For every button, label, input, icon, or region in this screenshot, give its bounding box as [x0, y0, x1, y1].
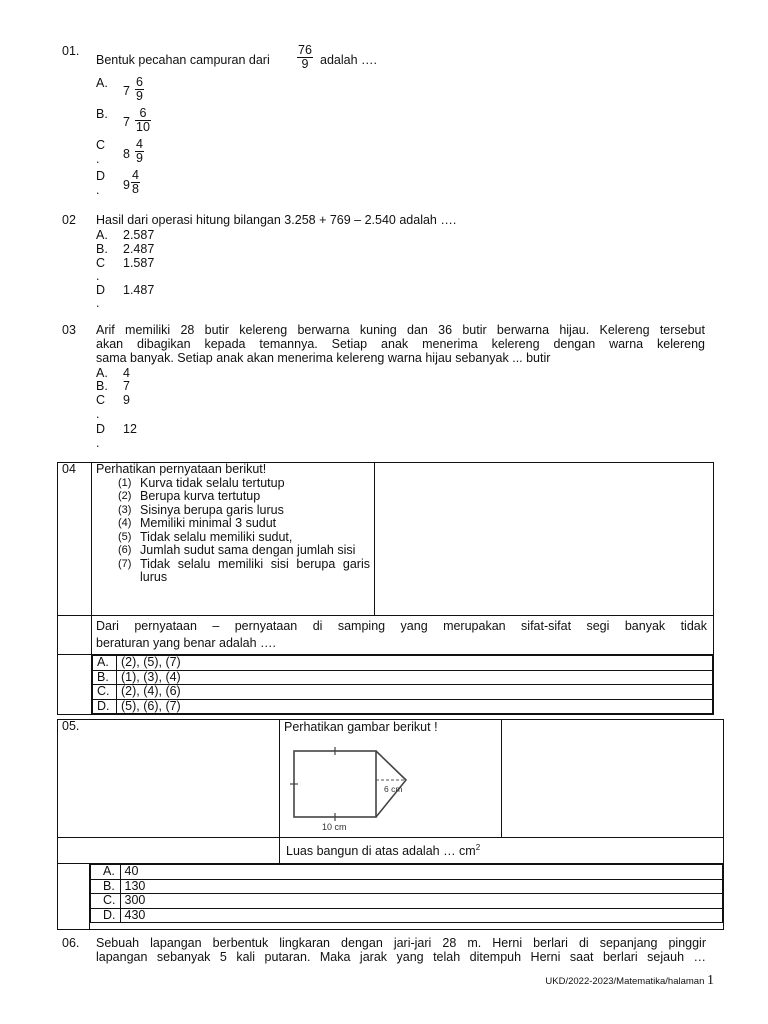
option-label: A. — [96, 228, 108, 242]
table-row: D. 430 — [91, 908, 723, 923]
question-text: Luas bangun di atas adalah … $cm^2$ — [280, 838, 724, 864]
question-text: Bentuk pecahan campuran dari — [96, 53, 270, 67]
table-row: B. (1), (3), (4) — [93, 670, 713, 685]
option-label: A. — [96, 76, 108, 90]
question-number: 02 — [62, 213, 76, 227]
option-label-dot: . — [96, 269, 100, 283]
question-text: Arif memiliki 28 butir kelereng berwarna kuning dan 36 butir berwarna hijau. Kelereng tersebut akan dibagikan kepada temannya. Setiap anak menerima kelereng dengan warna kelereng sama banyak. Setiap anak akan menerima kelereng warna hijau sebanyak ... butir — [96, 323, 705, 365]
mixed-fraction: $\frac{6}{10}$ — [136, 106, 150, 134]
option-label: C — [96, 393, 106, 407]
table-row: A. (2), (5), (7) — [93, 656, 713, 671]
empty-cell — [58, 838, 280, 864]
empty-cell — [58, 655, 92, 715]
label-width: 10 cm — [322, 821, 347, 832]
option-label-dot: . — [96, 407, 100, 421]
option-value: 12 — [123, 422, 137, 436]
option-value: 1.587 — [123, 256, 155, 270]
list-item: (7) Tidak selalu memiliki sisi berupa garis lurus — [118, 556, 370, 584]
option-label-dot: . — [96, 296, 100, 310]
option-value: 2.587 — [123, 228, 155, 242]
question-4-table — [57, 462, 714, 715]
page-footer: UKD/2022-2023/Matematika/halaman 1 — [545, 973, 714, 988]
question-text: Sebuah lapangan berbentuk lingkaran dengan jari-jari 28 m. Herni berlari di sepanjang pinggir lapangan sebanyak 5 kali putaran. Maka jarak yang telah ditempuh Herni saat berlari sejauh … — [96, 936, 706, 964]
option-label-dot: . — [96, 152, 100, 166]
empty-cell — [58, 616, 92, 655]
question-number: 03 — [62, 323, 76, 337]
list-item: (5) Tidak selalu memiliki sudut, — [118, 529, 293, 544]
list-item: (6) Jumlah sudut sama dengan jumlah sisi — [118, 543, 356, 557]
question-intro: Perhatikan pernyataan berikut! — [96, 462, 267, 476]
question-number: 04 — [58, 463, 92, 616]
option-label: C — [96, 256, 106, 270]
list-item: (1) Kurva tidak selalu tertutup — [118, 475, 285, 490]
question-text: Dari pernyataan – pernyataan di samping yang merupakan sifat-sifat segi banyak tidak beraturan yang benar adalah …. — [92, 616, 714, 655]
list-item: (2) Berupa kurva tertutup — [118, 489, 261, 503]
option-label: B. — [96, 107, 108, 121]
option-label-dot: . — [96, 436, 100, 450]
table-row: A. 40 — [91, 865, 723, 880]
table-row: C. (2), (4), (6) — [93, 685, 713, 700]
option-label: A. — [96, 366, 108, 380]
option-label: D — [96, 169, 106, 183]
option-label: B. — [96, 242, 108, 256]
question-5-table — [57, 719, 724, 930]
mixed-whole: 9 — [123, 178, 130, 192]
option-value: 9 — [123, 393, 130, 407]
mixed-fraction: $\frac{4}{9}$ — [136, 137, 143, 165]
option-label-dot: . — [96, 183, 100, 197]
option-label: D — [96, 422, 106, 436]
options-cell — [92, 655, 714, 715]
option-value: 1.487 — [123, 283, 155, 297]
question-number: 01. — [62, 44, 80, 58]
page-number: 1 — [707, 973, 714, 988]
fraction: $\frac{76}{9}$ — [298, 43, 312, 71]
mixed-whole: 8 — [123, 147, 130, 161]
table-row: D. (5), (6), (7) — [93, 699, 713, 714]
statement-list — [96, 477, 370, 585]
mixed-whole: 7 — [123, 84, 130, 98]
option-value: 2.487 — [123, 242, 155, 256]
question-number: 05. — [58, 720, 280, 838]
list-item: (3) Sisinya berupa garis lurus — [118, 502, 284, 517]
empty-cell — [502, 720, 724, 838]
option-value: 7 — [123, 379, 130, 393]
option-label: B. — [96, 379, 108, 393]
options-table — [92, 655, 713, 714]
empty-cell — [375, 463, 714, 616]
mixed-whole: 7 — [123, 115, 130, 129]
question-intro: Perhatikan gambar berikut ! — [284, 720, 438, 734]
options-table — [90, 864, 723, 923]
options-cell — [90, 864, 724, 930]
option-label: C — [96, 138, 106, 152]
empty-cell — [58, 864, 90, 930]
option-value: 4 — [123, 366, 130, 380]
option-label: D — [96, 283, 106, 297]
list-item: (4) Memiliki minimal 3 sudut — [118, 516, 277, 530]
label-height: 6 cm — [384, 783, 403, 794]
table-row: C. 300 — [91, 894, 723, 909]
mixed-fraction: $\frac{4}{8}$ — [132, 168, 139, 196]
table-row: B. 130 — [91, 879, 723, 894]
figure-rectangle-triangle — [288, 747, 412, 833]
figure-cell — [280, 720, 502, 838]
statements-cell — [92, 463, 375, 616]
mixed-fraction: $\frac{6}{9}$ — [136, 75, 143, 103]
question-text: Hasil dari operasi hitung bilangan 3.258 + 769 – 2.540 adalah …. — [96, 213, 457, 227]
question-number: 06. — [62, 936, 80, 950]
question-text-after: adalah …. — [320, 53, 377, 67]
